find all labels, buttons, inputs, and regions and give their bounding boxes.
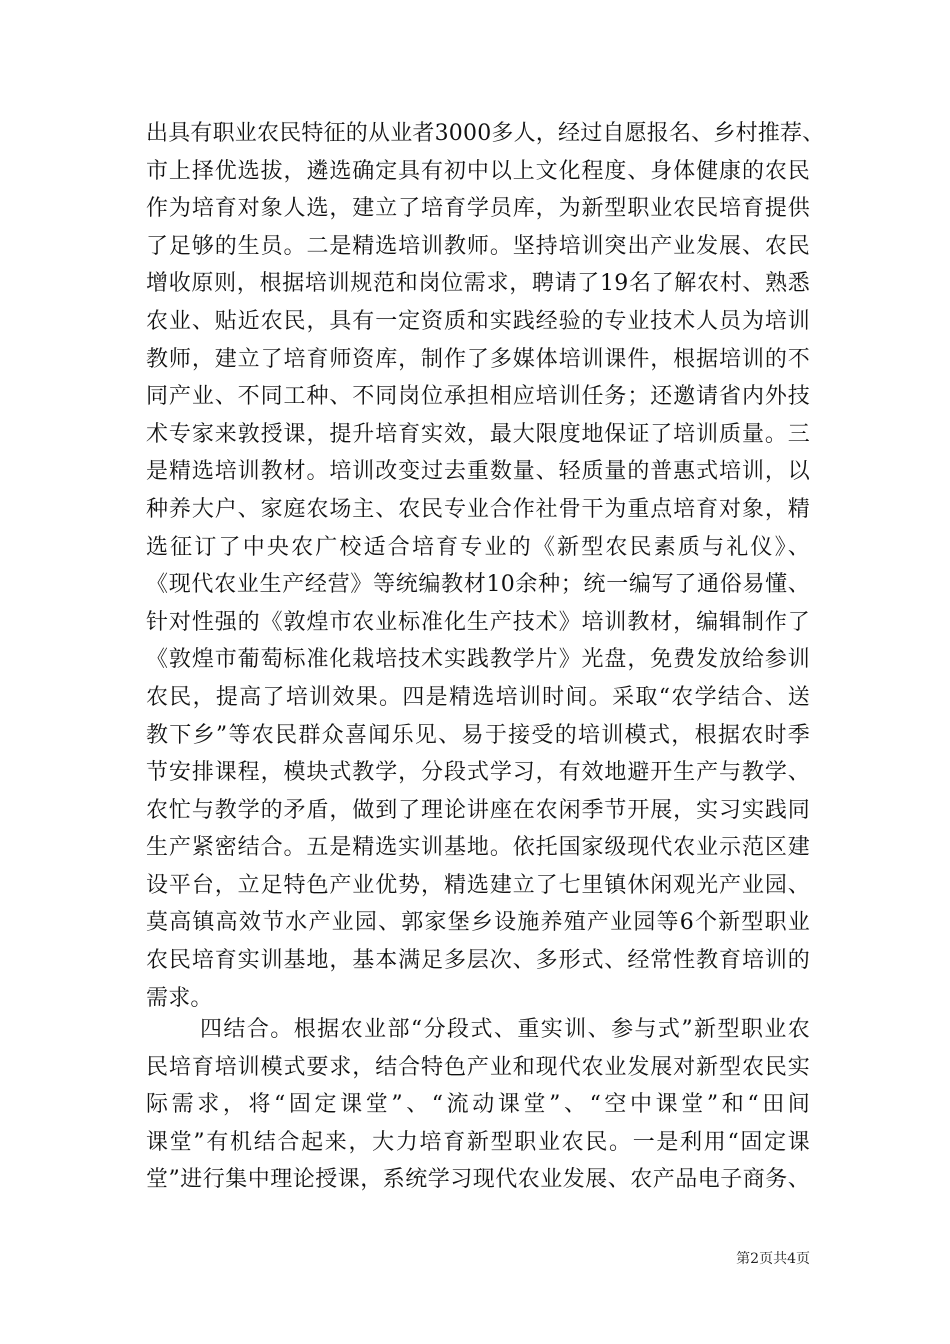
text-line: 需求。 [146,985,213,1011]
text-line: 术专家来敦授课，提升培育实效，最大限度地保证了培训质量。三 [146,421,810,447]
text-line: 农民，提高了培训效果。四是精选培训时间。采取“农学结合、送 [146,684,810,710]
text-line: 市上择优选拔，遴选确定具有初中以上文化程度、身体健康的农民 [146,158,810,184]
page-number-footer: 第2页共4页 [736,1251,810,1267]
text-line: 设平台，立足特色产业优势，精选建立了七里镇休闲观光产业园、 [146,872,810,898]
text-line: 《敦煌市葡萄标准化栽培技术实践教学片》光盘，免费发放给参训 [146,647,810,673]
text-line: 农业、贴近农民，具有一定资质和实践经验的专业技术人员为培训 [146,308,810,334]
text-line: 《现代农业生产经营》等统编教材10余种；统一编写了通俗易懂、 [146,572,810,598]
text-line: 四结合。根据农业部“分段式、重实训、参与式”新型职业农 [200,1017,810,1042]
text-line: 作为培育对象人选，建立了培育学员库，为新型职业农民培育提供 [146,196,810,222]
text-line: 堂”进行集中理论授课，系统学习现代农业发展、农产品电子商务、 [146,1167,810,1193]
text-line: 针对性强的《敦煌市农业标准化生产技术》培训教材，编辑制作了 [146,609,810,635]
text-line: 种养大户、家庭农场主、农民专业合作社骨干为重点培育对象，精 [146,496,810,522]
text-line: 出具有职业农民特征的从业者3000多人，经过自愿报名、乡村推荐、 [146,121,825,146]
text-line: 生产紧密结合。五是精选实训基地。依托国家级现代农业示范区建 [146,835,810,861]
text-line: 是精选培训教材。培训改变过去重数量、轻质量的普惠式培训，以 [146,459,810,485]
text-line: 农忙与教学的矛盾，做到了理论讲座在农闲季节开展，实习实践同 [146,797,810,823]
text-line: 同产业、不同工种、不同岗位承担相应培训任务；还邀请省内外技 [146,384,810,410]
text-line: 教师，建立了培育师资库，制作了多媒体培训课件，根据培训的不 [146,346,810,372]
body-paragraph-1 [146,115,825,1017]
text-line: 教下乡”等农民群众喜闻乐见、易于接受的培训模式，根据农时季 [146,722,810,748]
text-line: 民培育培训模式要求，结合特色产业和现代农业发展对新型农民实 [146,1054,810,1080]
text-line: 课堂”有机结合起来，大力培育新型职业农民。一是利用“固定课 [146,1129,810,1155]
text-line: 节安排课程，模块式教学，分段式学习，有效地避开生产与教学、 [146,760,810,786]
body-paragraph-2 [146,1011,810,1199]
text-line: 农民培育实训基地，基本满足多层次、多形式、经常性教育培训的 [146,948,810,974]
text-line: 际需求，将“固定课堂”、“流动课堂”、“空中课堂”和“田间 [146,1092,810,1118]
text-line: 选征订了中央农广校适合培育专业的《新型农民素质与礼仪》、 [146,534,810,560]
text-line: 莫高镇高效节水产业园、郭家堡乡设施养殖产业园等6个新型职业 [146,910,810,936]
text-line: 了足够的生员。二是精选培训教师。坚持培训突出产业发展、农民 [146,233,810,259]
text-line: 增收原则，根据培训规范和岗位需求，聘请了19名了解农村、熟悉 [146,271,810,297]
